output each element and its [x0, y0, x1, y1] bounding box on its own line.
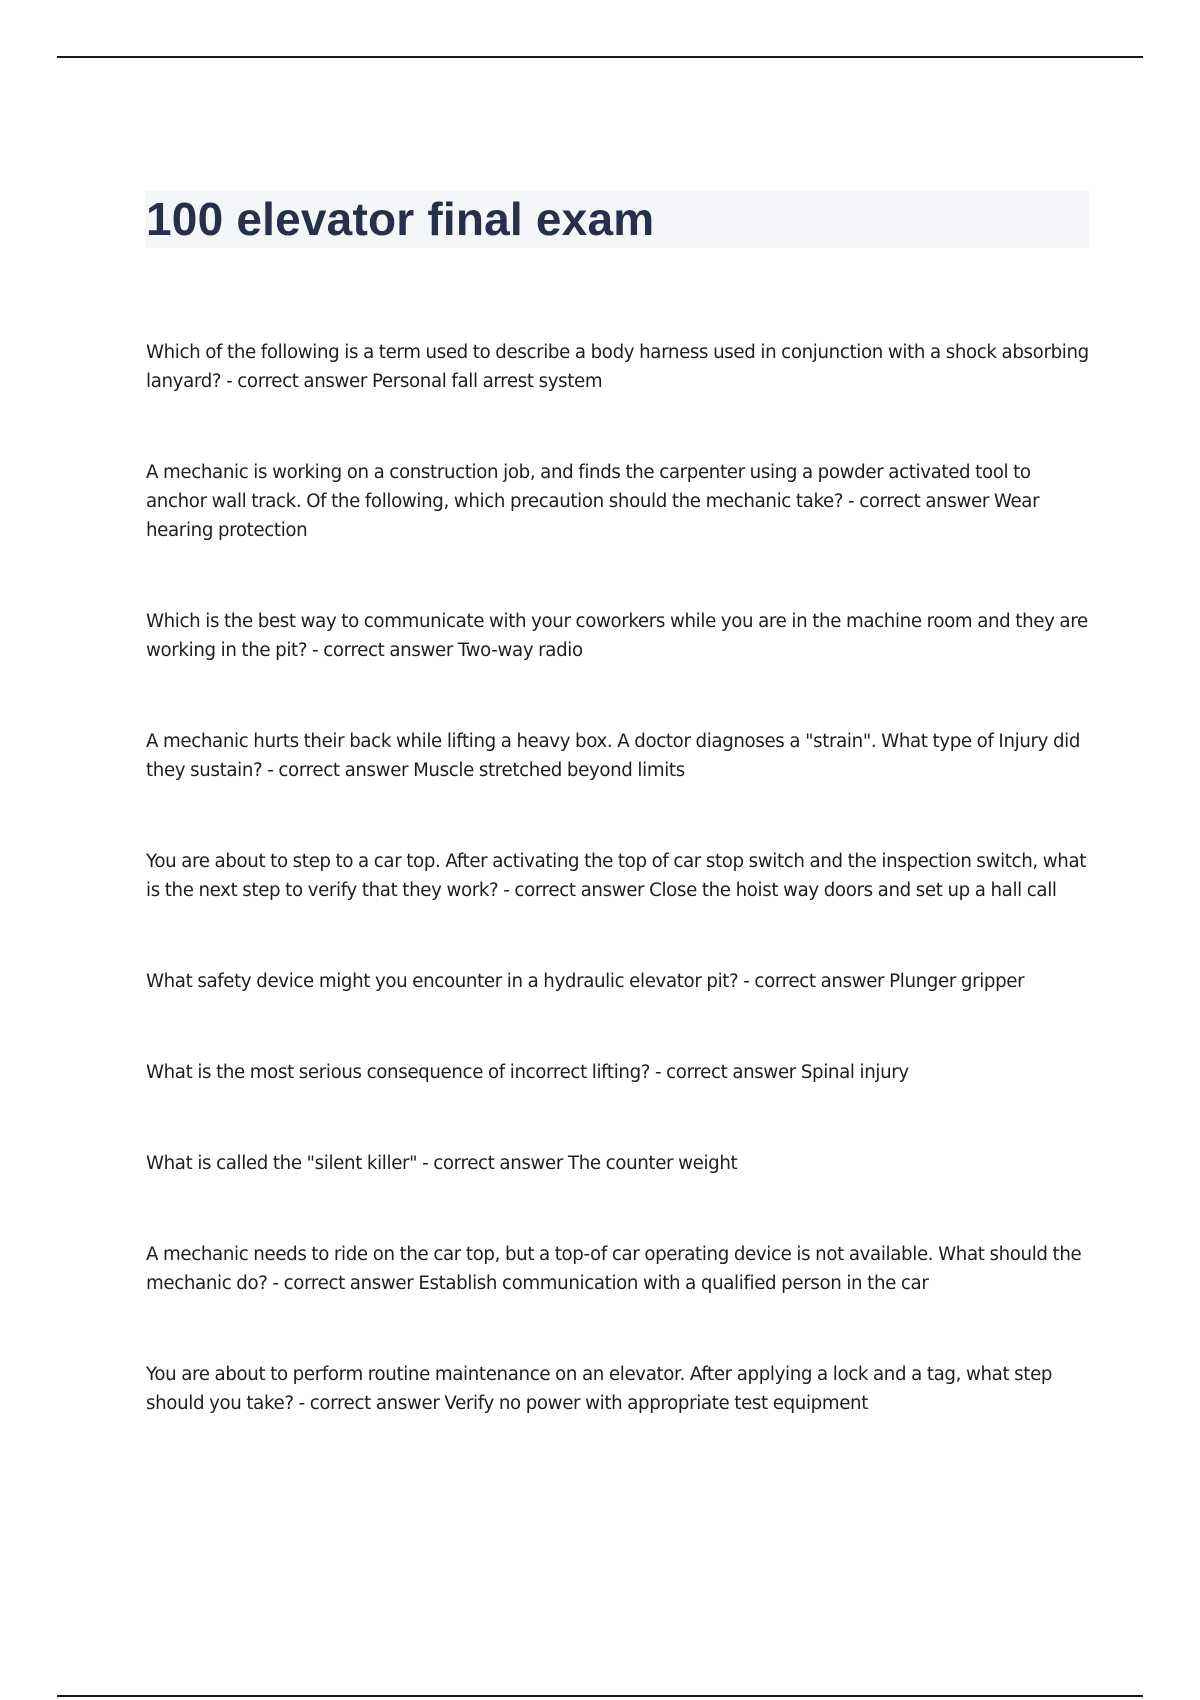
qa-item: A mechanic is working on a construction job, and finds the carpenter using a powder activated tool to anchor wall track. Of the following, which precaution should the mechanic take? - correct answer Wear hearing protection: [146, 462, 1040, 541]
qa-item: A mechanic hurts their back while lifting a heavy box. A doctor diagnoses a "strain". What type of Injury did they sustain? - correct answer Muscle stretched beyond limits: [146, 731, 1081, 781]
qa-item: Which of the following is a term used to describe a body harness used in conjunction with a shock absorbing lanyard? - correct answer Personal fall arrest system: [146, 342, 1089, 392]
qa-item: What safety device might you encounter in a hydraulic elevator pit? - correct answer Plunger gripper: [146, 971, 1025, 992]
page-title: 100 elevator final exam: [146, 193, 655, 245]
qa-item: You are about to step to a car top. After activating the top of car stop switch and the inspection switch, what is the next step to verify that they work? - correct answer Close the hoist way doors and set up a hall call: [146, 851, 1087, 901]
top-rule: [57, 56, 1143, 58]
qa-item: You are about to perform routine maintenance on an elevator. After applying a lock and a tag, what step should you take? - correct answer Verify no power with appropriate test equipment: [146, 1364, 1053, 1414]
qa-item: What is the most serious consequence of incorrect lifting? - correct answer Spinal injury: [146, 1062, 909, 1083]
qa-item: Which is the best way to communicate with your coworkers while you are in the machine room and they are working in the pit? - correct answer Two-way radio: [146, 611, 1088, 661]
qa-list: [146, 338, 1096, 1480]
qa-item: A mechanic needs to ride on the car top, but a top-of car operating device is not available. What should the mechanic do? - correct answer Establish communication with a qualified person in the car: [146, 1244, 1082, 1294]
qa-item: What is called the "silent killer" - correct answer The counter weight: [146, 1153, 738, 1174]
bottom-rule: [57, 1695, 1143, 1697]
